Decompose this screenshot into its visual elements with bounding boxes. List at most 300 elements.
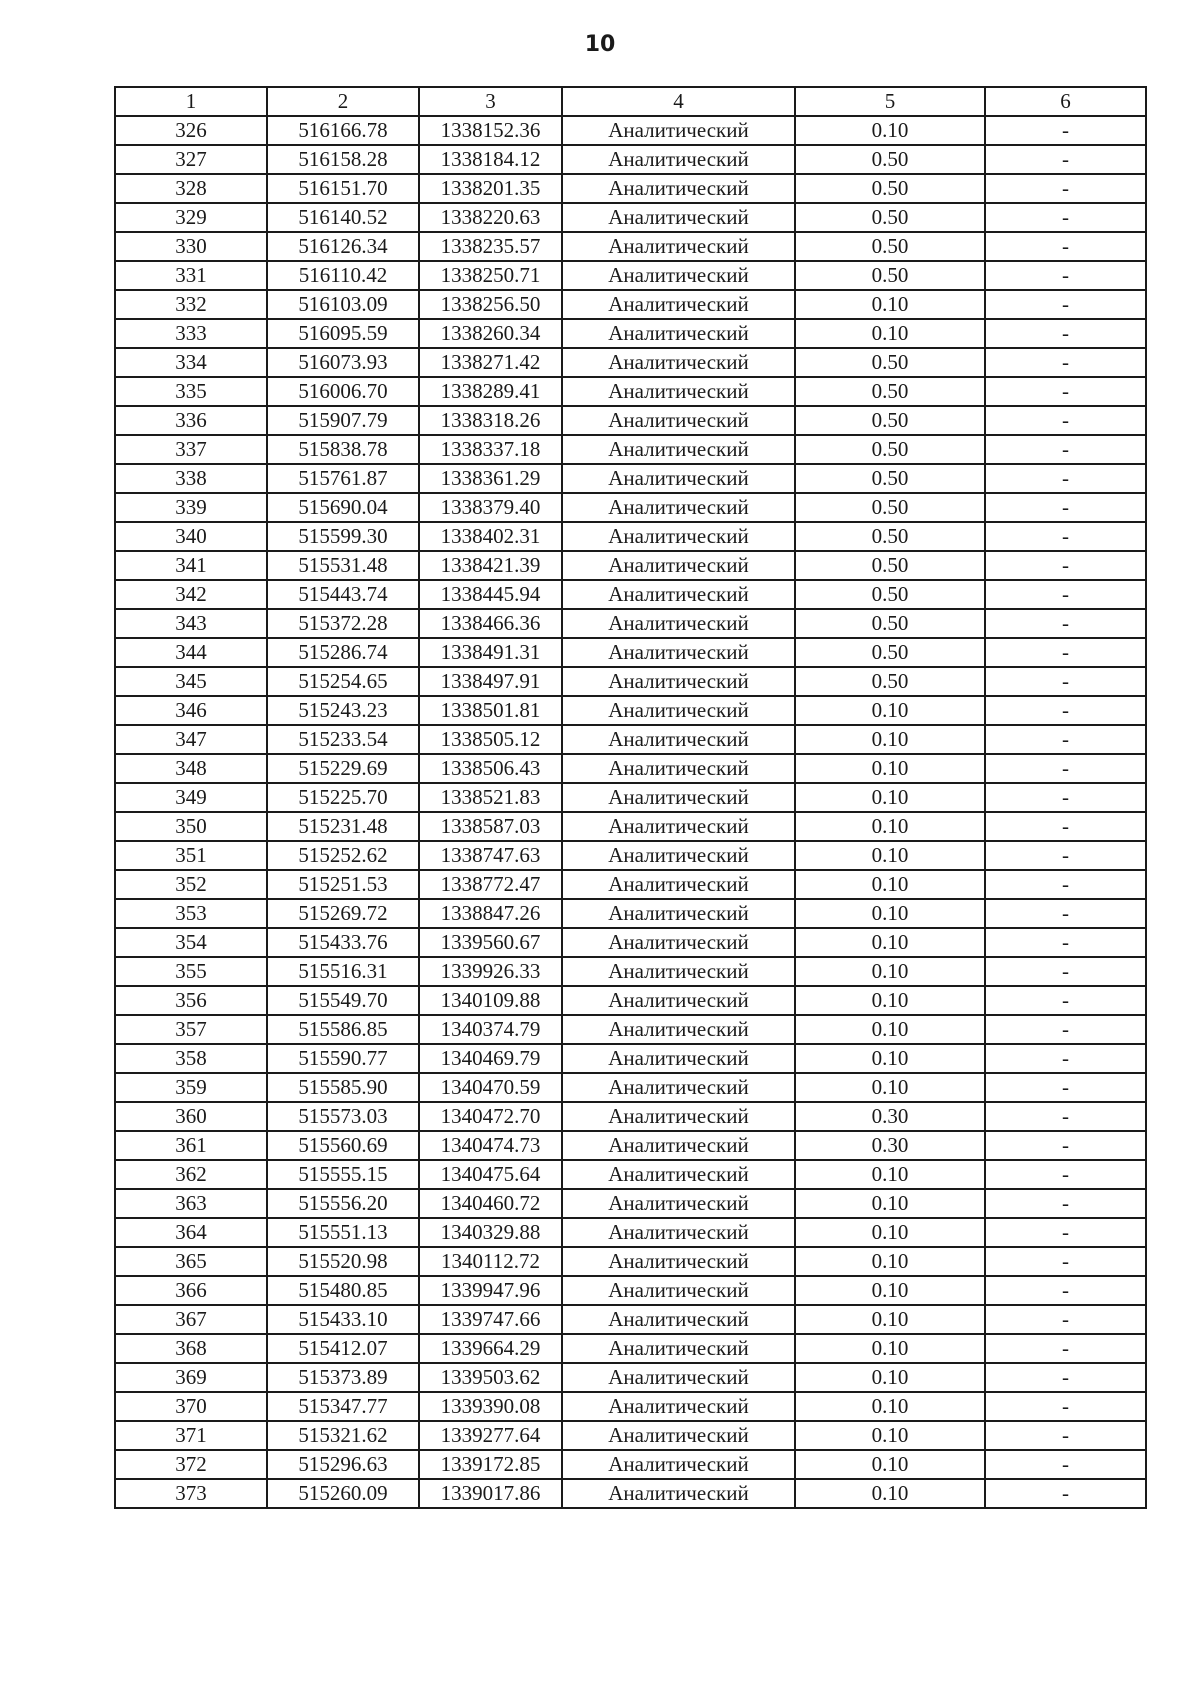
- y-coordinate-cell: 1340470.59: [419, 1073, 562, 1102]
- note-cell: -: [985, 1392, 1146, 1421]
- point-number-cell: 355: [115, 957, 267, 986]
- x-coordinate-cell: 515690.04: [267, 493, 419, 522]
- x-coordinate-cell: 515586.85: [267, 1015, 419, 1044]
- x-coordinate-cell: 515531.48: [267, 551, 419, 580]
- x-coordinate-cell: 515560.69: [267, 1131, 419, 1160]
- note-cell: -: [985, 957, 1146, 986]
- method-cell: Аналитический: [562, 1305, 795, 1334]
- table-row: [115, 1131, 1146, 1160]
- x-coordinate-cell: 515231.48: [267, 812, 419, 841]
- point-number-cell: 335: [115, 377, 267, 406]
- x-coordinate-cell: 515480.85: [267, 1276, 419, 1305]
- method-cell: Аналитический: [562, 667, 795, 696]
- method-cell: Аналитический: [562, 1363, 795, 1392]
- y-coordinate-cell: 1338521.83: [419, 783, 562, 812]
- table-row: [115, 1247, 1146, 1276]
- method-cell: Аналитический: [562, 319, 795, 348]
- x-coordinate-cell: 516095.59: [267, 319, 419, 348]
- point-number-cell: 354: [115, 928, 267, 957]
- point-number-cell: 348: [115, 754, 267, 783]
- table-row: [115, 957, 1146, 986]
- table-row: [115, 667, 1146, 696]
- note-cell: -: [985, 1102, 1146, 1131]
- y-coordinate-cell: 1338260.34: [419, 319, 562, 348]
- note-cell: -: [985, 435, 1146, 464]
- table-row: [115, 290, 1146, 319]
- accuracy-cell: 0.10: [795, 1276, 985, 1305]
- point-number-cell: 352: [115, 870, 267, 899]
- accuracy-cell: 0.10: [795, 1363, 985, 1392]
- x-coordinate-cell: 515555.15: [267, 1160, 419, 1189]
- y-coordinate-cell: 1339747.66: [419, 1305, 562, 1334]
- point-number-cell: 350: [115, 812, 267, 841]
- table-row: [115, 1160, 1146, 1189]
- accuracy-cell: 0.10: [795, 319, 985, 348]
- point-number-cell: 341: [115, 551, 267, 580]
- method-cell: Аналитический: [562, 638, 795, 667]
- method-cell: Аналитический: [562, 1276, 795, 1305]
- note-cell: -: [985, 1479, 1146, 1508]
- method-cell: Аналитический: [562, 986, 795, 1015]
- method-cell: Аналитический: [562, 609, 795, 638]
- accuracy-cell: 0.50: [795, 493, 985, 522]
- method-cell: Аналитический: [562, 1450, 795, 1479]
- y-coordinate-cell: 1340329.88: [419, 1218, 562, 1247]
- point-number-cell: 360: [115, 1102, 267, 1131]
- table-row: [115, 551, 1146, 580]
- note-cell: -: [985, 841, 1146, 870]
- accuracy-cell: 0.50: [795, 464, 985, 493]
- table-row: [115, 754, 1146, 783]
- note-cell: -: [985, 174, 1146, 203]
- x-coordinate-cell: 515260.09: [267, 1479, 419, 1508]
- note-cell: -: [985, 1363, 1146, 1392]
- x-coordinate-cell: 516103.09: [267, 290, 419, 319]
- accuracy-cell: 0.10: [795, 928, 985, 957]
- y-coordinate-cell: 1338772.47: [419, 870, 562, 899]
- method-cell: Аналитический: [562, 754, 795, 783]
- y-coordinate-cell: 1338501.81: [419, 696, 562, 725]
- y-coordinate-cell: 1340469.79: [419, 1044, 562, 1073]
- y-coordinate-cell: 1338250.71: [419, 261, 562, 290]
- x-coordinate-cell: 515251.53: [267, 870, 419, 899]
- method-cell: Аналитический: [562, 522, 795, 551]
- point-number-cell: 347: [115, 725, 267, 754]
- x-coordinate-cell: 515433.10: [267, 1305, 419, 1334]
- accuracy-cell: 0.10: [795, 1247, 985, 1276]
- table-row: [115, 696, 1146, 725]
- table-row: [115, 406, 1146, 435]
- point-number-cell: 339: [115, 493, 267, 522]
- accuracy-cell: 0.50: [795, 667, 985, 696]
- point-number-cell: 346: [115, 696, 267, 725]
- note-cell: -: [985, 1305, 1146, 1334]
- point-number-cell: 349: [115, 783, 267, 812]
- accuracy-cell: 0.50: [795, 580, 985, 609]
- point-number-cell: 327: [115, 145, 267, 174]
- x-coordinate-cell: 515556.20: [267, 1189, 419, 1218]
- accuracy-cell: 0.10: [795, 870, 985, 899]
- table-row: [115, 319, 1146, 348]
- accuracy-cell: 0.10: [795, 290, 985, 319]
- method-cell: Аналитический: [562, 1247, 795, 1276]
- y-coordinate-cell: 1338220.63: [419, 203, 562, 232]
- point-number-cell: 364: [115, 1218, 267, 1247]
- table-row: [115, 232, 1146, 261]
- y-coordinate-cell: 1338445.94: [419, 580, 562, 609]
- point-number-cell: 330: [115, 232, 267, 261]
- y-coordinate-cell: 1339947.96: [419, 1276, 562, 1305]
- y-coordinate-cell: 1339390.08: [419, 1392, 562, 1421]
- x-coordinate-cell: 515433.76: [267, 928, 419, 957]
- accuracy-cell: 0.10: [795, 1305, 985, 1334]
- accuracy-cell: 0.50: [795, 203, 985, 232]
- table-row: [115, 1015, 1146, 1044]
- note-cell: -: [985, 406, 1146, 435]
- accuracy-cell: 0.50: [795, 551, 985, 580]
- note-cell: -: [985, 377, 1146, 406]
- note-cell: -: [985, 290, 1146, 319]
- y-coordinate-cell: 1339017.86: [419, 1479, 562, 1508]
- method-cell: Аналитический: [562, 928, 795, 957]
- note-cell: -: [985, 899, 1146, 928]
- x-coordinate-cell: 515225.70: [267, 783, 419, 812]
- table-row: [115, 1421, 1146, 1450]
- accuracy-cell: 0.50: [795, 348, 985, 377]
- y-coordinate-cell: 1338235.57: [419, 232, 562, 261]
- accuracy-cell: 0.50: [795, 145, 985, 174]
- x-coordinate-cell: 515549.70: [267, 986, 419, 1015]
- accuracy-cell: 0.10: [795, 899, 985, 928]
- y-coordinate-cell: 1339560.67: [419, 928, 562, 957]
- x-coordinate-cell: 515907.79: [267, 406, 419, 435]
- note-cell: -: [985, 493, 1146, 522]
- column-header-2: 2: [267, 87, 419, 116]
- table-row: [115, 1189, 1146, 1218]
- point-number-cell: 369: [115, 1363, 267, 1392]
- accuracy-cell: 0.10: [795, 1218, 985, 1247]
- accuracy-cell: 0.10: [795, 841, 985, 870]
- x-coordinate-cell: 515412.07: [267, 1334, 419, 1363]
- accuracy-cell: 0.10: [795, 1044, 985, 1073]
- coordinates-table: [114, 86, 1147, 1509]
- point-number-cell: 338: [115, 464, 267, 493]
- accuracy-cell: 0.10: [795, 957, 985, 986]
- method-cell: Аналитический: [562, 580, 795, 609]
- y-coordinate-cell: 1340374.79: [419, 1015, 562, 1044]
- x-coordinate-cell: 515516.31: [267, 957, 419, 986]
- y-coordinate-cell: 1339664.29: [419, 1334, 562, 1363]
- point-number-cell: 351: [115, 841, 267, 870]
- point-number-cell: 357: [115, 1015, 267, 1044]
- x-coordinate-cell: 515443.74: [267, 580, 419, 609]
- accuracy-cell: 0.10: [795, 1421, 985, 1450]
- method-cell: Аналитический: [562, 870, 795, 899]
- table-row: [115, 609, 1146, 638]
- y-coordinate-cell: 1338491.31: [419, 638, 562, 667]
- x-coordinate-cell: 515590.77: [267, 1044, 419, 1073]
- method-cell: Аналитический: [562, 1189, 795, 1218]
- y-coordinate-cell: 1340475.64: [419, 1160, 562, 1189]
- note-cell: -: [985, 609, 1146, 638]
- note-cell: -: [985, 986, 1146, 1015]
- point-number-cell: 363: [115, 1189, 267, 1218]
- accuracy-cell: 0.10: [795, 1450, 985, 1479]
- point-number-cell: 356: [115, 986, 267, 1015]
- point-number-cell: 345: [115, 667, 267, 696]
- table-row: [115, 638, 1146, 667]
- method-cell: Аналитический: [562, 1160, 795, 1189]
- table-row: [115, 899, 1146, 928]
- point-number-cell: 366: [115, 1276, 267, 1305]
- note-cell: -: [985, 319, 1146, 348]
- accuracy-cell: 0.10: [795, 1073, 985, 1102]
- point-number-cell: 353: [115, 899, 267, 928]
- note-cell: -: [985, 1421, 1146, 1450]
- table-row: [115, 725, 1146, 754]
- x-coordinate-cell: 515573.03: [267, 1102, 419, 1131]
- y-coordinate-cell: 1338256.50: [419, 290, 562, 319]
- point-number-cell: 342: [115, 580, 267, 609]
- y-coordinate-cell: 1339503.62: [419, 1363, 562, 1392]
- y-coordinate-cell: 1338466.36: [419, 609, 562, 638]
- accuracy-cell: 0.50: [795, 435, 985, 464]
- x-coordinate-cell: 515269.72: [267, 899, 419, 928]
- method-cell: Аналитический: [562, 725, 795, 754]
- table-row: [115, 493, 1146, 522]
- y-coordinate-cell: 1338505.12: [419, 725, 562, 754]
- table-row: [115, 174, 1146, 203]
- note-cell: -: [985, 1334, 1146, 1363]
- x-coordinate-cell: 515373.89: [267, 1363, 419, 1392]
- note-cell: -: [985, 261, 1146, 290]
- method-cell: Аналитический: [562, 261, 795, 290]
- accuracy-cell: 0.10: [795, 1015, 985, 1044]
- x-coordinate-cell: 515347.77: [267, 1392, 419, 1421]
- method-cell: Аналитический: [562, 551, 795, 580]
- y-coordinate-cell: 1338337.18: [419, 435, 562, 464]
- note-cell: -: [985, 232, 1146, 261]
- point-number-cell: 373: [115, 1479, 267, 1508]
- y-coordinate-cell: 1339926.33: [419, 957, 562, 986]
- header-row: [115, 87, 1146, 116]
- y-coordinate-cell: 1338506.43: [419, 754, 562, 783]
- note-cell: -: [985, 870, 1146, 899]
- x-coordinate-cell: 515585.90: [267, 1073, 419, 1102]
- point-number-cell: 340: [115, 522, 267, 551]
- table-row: [115, 1479, 1146, 1508]
- y-coordinate-cell: 1338747.63: [419, 841, 562, 870]
- x-coordinate-cell: 515254.65: [267, 667, 419, 696]
- point-number-cell: 334: [115, 348, 267, 377]
- y-coordinate-cell: 1339277.64: [419, 1421, 562, 1450]
- note-cell: -: [985, 145, 1146, 174]
- y-coordinate-cell: 1340474.73: [419, 1131, 562, 1160]
- table-row: [115, 116, 1146, 145]
- point-number-cell: 362: [115, 1160, 267, 1189]
- y-coordinate-cell: 1339172.85: [419, 1450, 562, 1479]
- note-cell: -: [985, 928, 1146, 957]
- method-cell: Аналитический: [562, 290, 795, 319]
- y-coordinate-cell: 1338201.35: [419, 174, 562, 203]
- column-header-3: 3: [419, 87, 562, 116]
- note-cell: -: [985, 1015, 1146, 1044]
- accuracy-cell: 0.30: [795, 1102, 985, 1131]
- table-row: [115, 435, 1146, 464]
- x-coordinate-cell: 515520.98: [267, 1247, 419, 1276]
- y-coordinate-cell: 1338587.03: [419, 812, 562, 841]
- table-row: [115, 783, 1146, 812]
- method-cell: Аналитический: [562, 812, 795, 841]
- accuracy-cell: 0.10: [795, 1479, 985, 1508]
- table-row: [115, 377, 1146, 406]
- note-cell: -: [985, 203, 1146, 232]
- method-cell: Аналитический: [562, 174, 795, 203]
- point-number-cell: 329: [115, 203, 267, 232]
- y-coordinate-cell: 1340460.72: [419, 1189, 562, 1218]
- table-row: [115, 812, 1146, 841]
- note-cell: -: [985, 348, 1146, 377]
- y-coordinate-cell: 1338271.42: [419, 348, 562, 377]
- point-number-cell: 365: [115, 1247, 267, 1276]
- y-coordinate-cell: 1338152.36: [419, 116, 562, 145]
- method-cell: Аналитический: [562, 145, 795, 174]
- accuracy-cell: 0.10: [795, 1392, 985, 1421]
- method-cell: Аналитический: [562, 406, 795, 435]
- x-coordinate-cell: 515599.30: [267, 522, 419, 551]
- accuracy-cell: 0.10: [795, 986, 985, 1015]
- note-cell: -: [985, 638, 1146, 667]
- method-cell: Аналитический: [562, 841, 795, 870]
- table-row: [115, 1363, 1146, 1392]
- accuracy-cell: 0.10: [795, 1189, 985, 1218]
- x-coordinate-cell: 516166.78: [267, 116, 419, 145]
- note-cell: -: [985, 580, 1146, 609]
- table-row: [115, 841, 1146, 870]
- column-header-5: 5: [795, 87, 985, 116]
- note-cell: -: [985, 551, 1146, 580]
- accuracy-cell: 0.50: [795, 174, 985, 203]
- table-row: [115, 522, 1146, 551]
- table-row: [115, 348, 1146, 377]
- table-row: [115, 203, 1146, 232]
- point-number-cell: 336: [115, 406, 267, 435]
- accuracy-cell: 0.10: [795, 116, 985, 145]
- note-cell: -: [985, 783, 1146, 812]
- method-cell: Аналитический: [562, 377, 795, 406]
- point-number-cell: 368: [115, 1334, 267, 1363]
- x-coordinate-cell: 515233.54: [267, 725, 419, 754]
- note-cell: -: [985, 1450, 1146, 1479]
- method-cell: Аналитический: [562, 1015, 795, 1044]
- page-number: 10: [584, 32, 616, 57]
- table-header: [115, 87, 1146, 116]
- method-cell: Аналитический: [562, 1044, 795, 1073]
- x-coordinate-cell: 516126.34: [267, 232, 419, 261]
- note-cell: -: [985, 1160, 1146, 1189]
- accuracy-cell: 0.50: [795, 638, 985, 667]
- point-number-cell: 367: [115, 1305, 267, 1334]
- accuracy-cell: 0.50: [795, 377, 985, 406]
- method-cell: Аналитический: [562, 116, 795, 145]
- y-coordinate-cell: 1338847.26: [419, 899, 562, 928]
- y-coordinate-cell: 1338497.91: [419, 667, 562, 696]
- y-coordinate-cell: 1338318.26: [419, 406, 562, 435]
- table-row: [115, 1073, 1146, 1102]
- column-header-1: 1: [115, 87, 267, 116]
- method-cell: Аналитический: [562, 232, 795, 261]
- accuracy-cell: 0.50: [795, 261, 985, 290]
- point-number-cell: 371: [115, 1421, 267, 1450]
- point-number-cell: 332: [115, 290, 267, 319]
- y-coordinate-cell: 1338289.41: [419, 377, 562, 406]
- point-number-cell: 370: [115, 1392, 267, 1421]
- table-row: [115, 261, 1146, 290]
- note-cell: -: [985, 1044, 1146, 1073]
- y-coordinate-cell: 1338361.29: [419, 464, 562, 493]
- note-cell: -: [985, 1218, 1146, 1247]
- accuracy-cell: 0.50: [795, 609, 985, 638]
- table-body: [115, 116, 1146, 1508]
- column-header-6: 6: [985, 87, 1146, 116]
- table-row: [115, 1044, 1146, 1073]
- table-row: [115, 1334, 1146, 1363]
- point-number-cell: 337: [115, 435, 267, 464]
- point-number-cell: 358: [115, 1044, 267, 1073]
- note-cell: -: [985, 116, 1146, 145]
- point-number-cell: 331: [115, 261, 267, 290]
- y-coordinate-cell: 1338402.31: [419, 522, 562, 551]
- y-coordinate-cell: 1338379.40: [419, 493, 562, 522]
- x-coordinate-cell: 516006.70: [267, 377, 419, 406]
- accuracy-cell: 0.50: [795, 232, 985, 261]
- table-row: [115, 928, 1146, 957]
- point-number-cell: 361: [115, 1131, 267, 1160]
- x-coordinate-cell: 515372.28: [267, 609, 419, 638]
- method-cell: Аналитический: [562, 348, 795, 377]
- point-number-cell: 344: [115, 638, 267, 667]
- table-row: [115, 1102, 1146, 1131]
- accuracy-cell: 0.10: [795, 754, 985, 783]
- y-coordinate-cell: 1338184.12: [419, 145, 562, 174]
- method-cell: Аналитический: [562, 1334, 795, 1363]
- accuracy-cell: 0.10: [795, 1160, 985, 1189]
- note-cell: -: [985, 754, 1146, 783]
- point-number-cell: 328: [115, 174, 267, 203]
- point-number-cell: 333: [115, 319, 267, 348]
- x-coordinate-cell: 516073.93: [267, 348, 419, 377]
- table-row: [115, 1450, 1146, 1479]
- note-cell: -: [985, 1189, 1146, 1218]
- method-cell: Аналитический: [562, 1479, 795, 1508]
- x-coordinate-cell: 516140.52: [267, 203, 419, 232]
- y-coordinate-cell: 1340109.88: [419, 986, 562, 1015]
- table-row: [115, 464, 1146, 493]
- method-cell: Аналитический: [562, 464, 795, 493]
- point-number-cell: 326: [115, 116, 267, 145]
- note-cell: -: [985, 1073, 1146, 1102]
- column-header-4: 4: [562, 87, 795, 116]
- note-cell: -: [985, 1276, 1146, 1305]
- accuracy-cell: 0.10: [795, 783, 985, 812]
- accuracy-cell: 0.50: [795, 522, 985, 551]
- x-coordinate-cell: 515229.69: [267, 754, 419, 783]
- method-cell: Аналитический: [562, 1102, 795, 1131]
- method-cell: Аналитический: [562, 1218, 795, 1247]
- table-row: [115, 1218, 1146, 1247]
- note-cell: -: [985, 1131, 1146, 1160]
- x-coordinate-cell: 515243.23: [267, 696, 419, 725]
